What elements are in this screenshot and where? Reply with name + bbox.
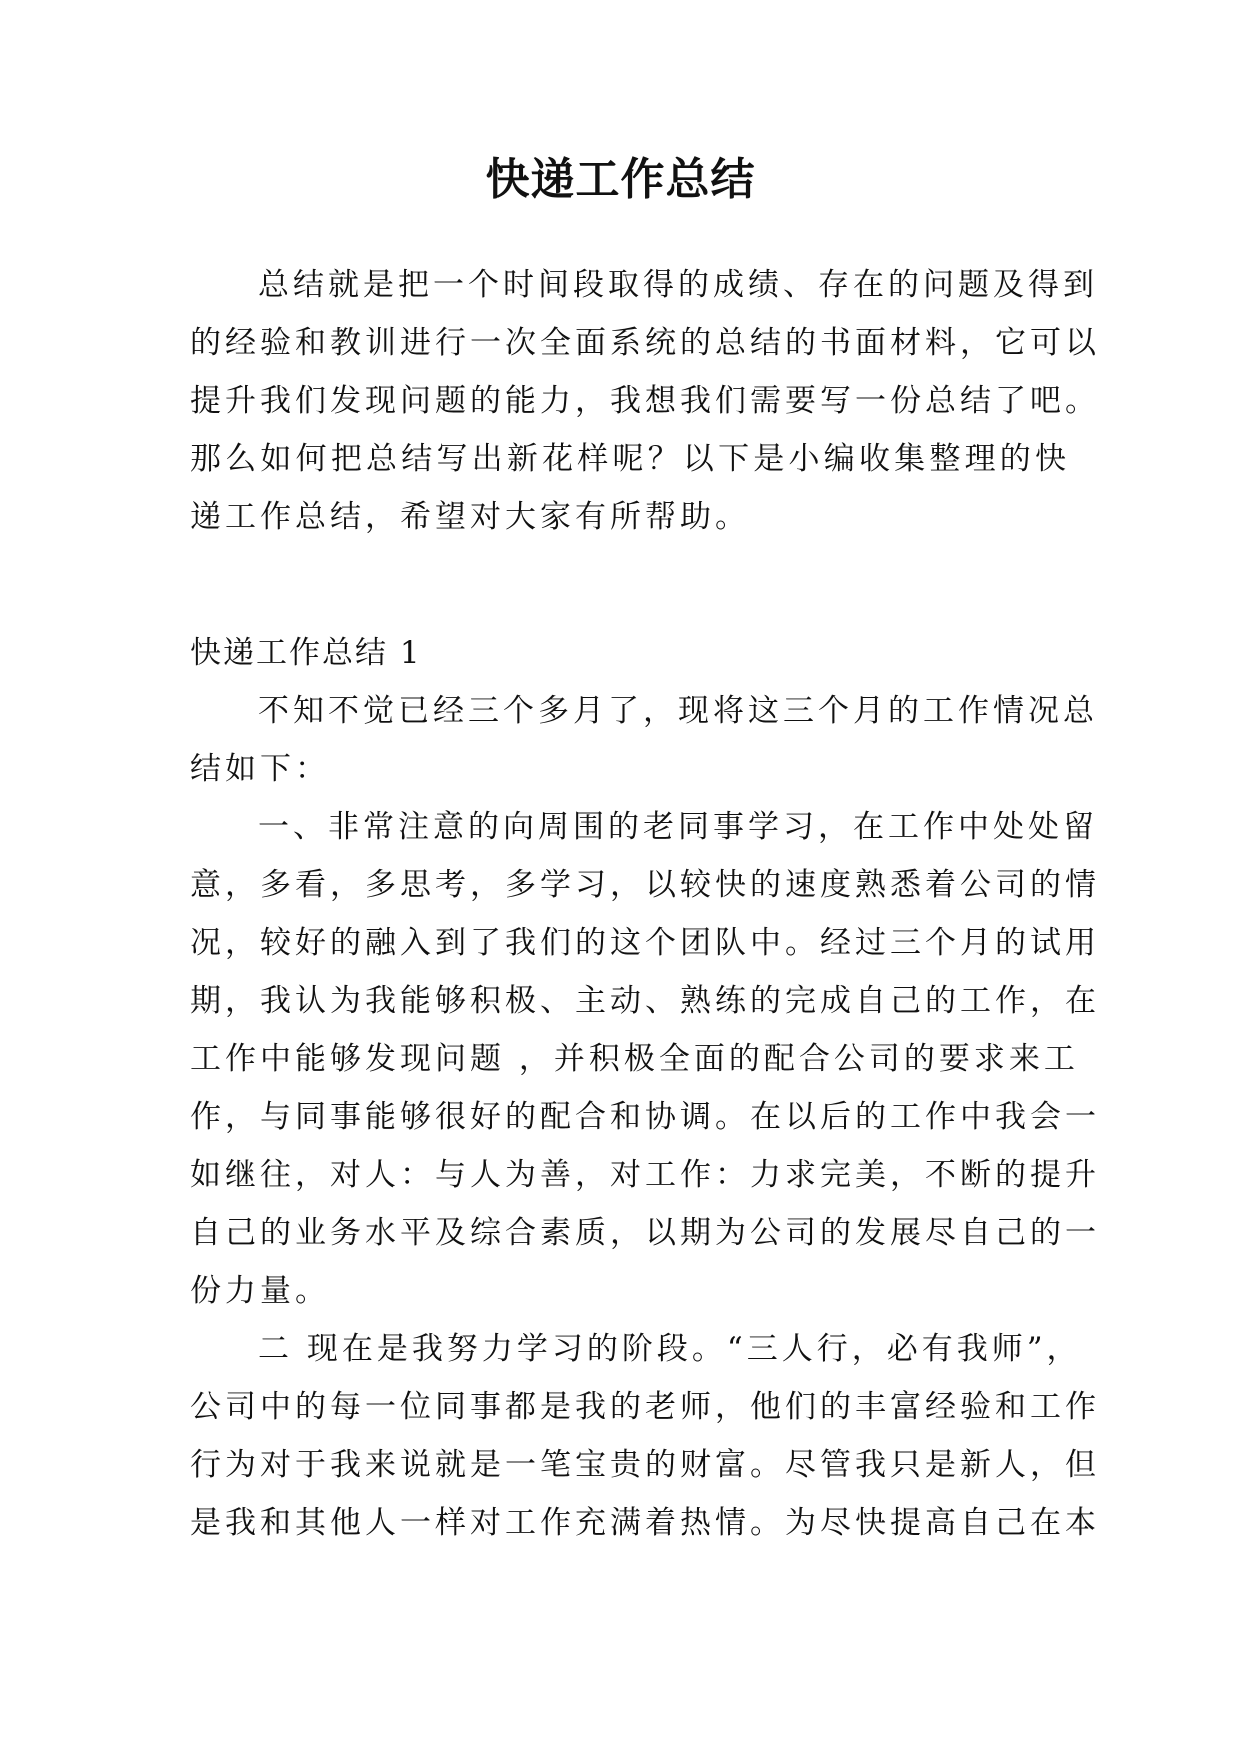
paragraph-line: 工作中能够发现问题 ，并积极全面的配合公司的要求来工 [190,1041,1079,1077]
paragraph-line: 况，较好的融入到了我们的这个团队中。经过三个月的试用 [190,925,1100,961]
paragraph-line: 结如下： [190,751,330,787]
intro-line: 的经验和教训进行一次全面系统的总结的书面材料，它可以 [190,325,1100,361]
paragraph-line: 期，我认为我能够积极、主动、熟练的完成自己的工作，在 [190,983,1100,1019]
intro-line: 那么如何把总结写出新花样呢？以下是小编收集整理的快 [190,441,1070,477]
document-title: 快递工作总结 [485,154,756,205]
paragraph-line: 自己的业务水平及综合素质，以期为公司的发展尽自己的一 [190,1215,1100,1251]
paragraph-line: 二 现在是我努力学习的阶段。“三人行，必有我师”， [258,1331,1082,1367]
intro-line: 总结就是把一个时间段取得的成绩、存在的问题及得到 [258,267,1098,303]
paragraph-line: 如继往，对人：与人为善，对工作：力求完美，不断的提升 [190,1157,1100,1193]
section-heading: 快递工作总结 1 [190,635,422,671]
paragraph-line: 作，与同事能够很好的配合和协调。在以后的工作中我会一 [190,1099,1100,1135]
paragraph-line: 一、非常注意的向周围的老同事学习，在工作中处处留 [258,809,1098,845]
paragraph-line: 公司中的每一位同事都是我的老师，他们的丰富经验和工作 [190,1389,1100,1425]
paragraph-line: 不知不觉已经三个多月了，现将这三个月的工作情况总 [258,693,1098,729]
paragraph-line: 意，多看，多思考，多学习，以较快的速度熟悉着公司的情 [190,867,1100,903]
intro-line: 递工作总结，希望对大家有所帮助。 [190,499,750,535]
intro-line: 提升我们发现问题的能力，我想我们需要写一份总结了吧。 [190,383,1100,419]
paragraph-line: 行为对于我来说就是一笔宝贵的财富。尽管我只是新人，但 [190,1447,1100,1483]
paragraph-line: 份力量。 [190,1273,330,1309]
paragraph-line: 是我和其他人一样对工作充满着热情。为尽快提高自己在本 [190,1505,1100,1541]
